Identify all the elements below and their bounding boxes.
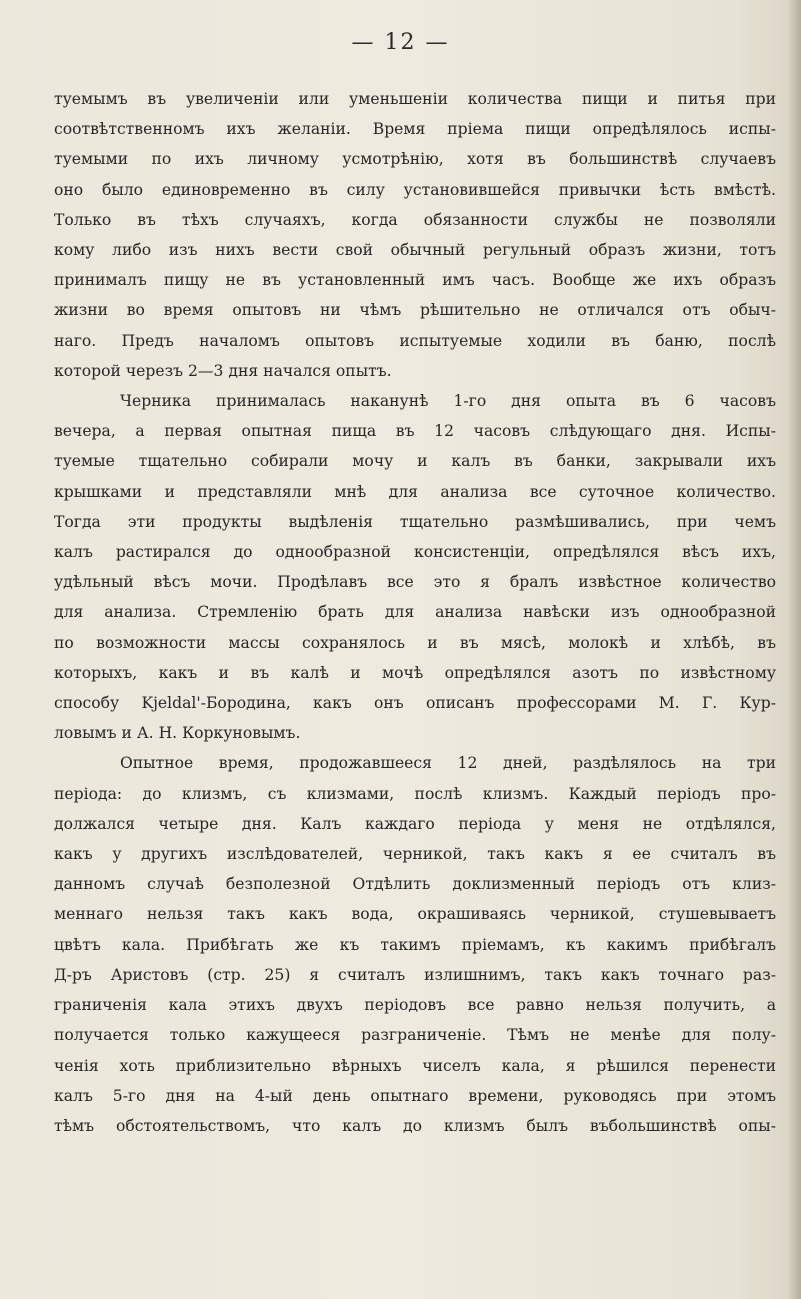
text-line: ченія хоть приблизительно вѣрныхъ чиселъ кала, я рѣшился перенести (54, 1056, 776, 1075)
text-line: соотвѣтственномъ ихъ желаніи. Время пріема пищи опредѣлялось испы- (54, 120, 776, 139)
text-line: должался четыре дня. Калъ каждаго періода у меня не отдѣлялся, (54, 814, 776, 833)
text-line: удѣльный вѣсъ мочи. Продѣлавъ все это я бралъ извѣстное количество (54, 573, 776, 592)
text-line: Опытное время, продожавшееся 12 дней, раздѣлялось на три (120, 754, 776, 773)
text-line: по возможности массы сохранялось и въ мясѣ, молокѣ и хлѣбѣ, въ (54, 633, 776, 652)
text-line: меннаго нельзя такъ какъ вода, окрашиваясь черникой, стушевываетъ (54, 905, 776, 924)
text-line: ловымъ и А. Н. Коркуновымъ. (54, 724, 301, 743)
text-line: какъ у другихъ изслѣдователей, черникой, такъ какъ я ее считалъ въ (54, 845, 776, 864)
text-line: способу Kjeldal'-Бородина, какъ онъ описанъ профессорами М. Г. Кур- (54, 694, 776, 713)
text-line: наго. Предъ началомъ опытовъ испытуемые ходили въ баню, послѣ (54, 331, 776, 350)
text-line: туемымъ въ увеличеніи или уменьшеніи количества пищи и питья при (54, 90, 776, 108)
text-line: крышками и представляли мнѣ для анализа все суточное количество. (54, 482, 776, 501)
text-line: періода: до клизмъ, съ клизмами, послѣ клизмъ. Каждый періодъ про- (54, 784, 776, 803)
text-line: Д-ръ Аристовъ (стр. 25) я считалъ излишнимъ, такъ какъ точнаго раз- (54, 965, 776, 984)
text-line: туемыми по ихъ личному усмотрѣнію, хотя въ большинствѣ случаевъ (54, 150, 776, 169)
page-body-text (54, 84, 776, 1141)
text-line: тѣмъ обстоятельствомъ, что калъ до клизмъ былъ въбольшинствѣ опы- (54, 1116, 776, 1135)
text-line: для анализа. Стремленію брать для анализа навѣски изъ однообразной (54, 603, 776, 622)
text-line: оно было единовременно въ силу установившейся привычки ѣсть вмѣстѣ. (54, 180, 776, 199)
text-line: получается только кажущееся разграниченіе. Тѣмъ не менѣе для полу- (54, 1026, 776, 1045)
text-line: Тогда эти продукты выдѣленія тщательно размѣшивались, при чемъ (54, 512, 776, 531)
text-line: данномъ случаѣ безполезной Отдѣлить доклизменный періодъ отъ клиз- (54, 875, 776, 894)
text-line: Только въ тѣхъ случаяхъ, когда обязанности службы не позволяли (54, 210, 776, 229)
text-line: которой черезъ 2—3 дня начался опытъ. (54, 361, 392, 380)
text-line: принималъ пищу не въ установленный имъ часъ. Вообще же ихъ образъ (54, 271, 776, 290)
text-line: туемые тщательно собирали мочу и калъ въ банки, закрывали ихъ (54, 452, 776, 471)
page-edge-shadow (787, 0, 801, 1299)
text-line: цвѣтъ кала. Прибѣгать же къ такимъ пріемамъ, къ какимъ прибѣгалъ (54, 935, 776, 954)
page-number: — 12 — (351, 30, 450, 55)
text-line: Черника принималась наканунѣ 1-го дня опыта въ 6 часовъ (120, 392, 776, 411)
text-line: калъ растирался до однообразной консистенціи, опредѣлялся вѣсъ ихъ, (54, 543, 776, 562)
text-line: калъ 5-го дня на 4-ый день опытнаго времени, руководясь при этомъ (54, 1086, 776, 1105)
text-line: жизни во время опытовъ ни чѣмъ рѣшительно не отличался отъ обыч- (54, 301, 776, 320)
text-line: граниченія кала этихъ двухъ періодовъ все равно нельзя получить, а (54, 996, 776, 1015)
text-line: вечера, а первая опытная пища въ 12 часовъ слѣдующаго дня. Испы- (54, 422, 776, 441)
text-line: кому либо изъ нихъ вести свой обычный регульный образъ жизни, тотъ (54, 241, 776, 260)
text-line: которыхъ, какъ и въ калѣ и мочѣ опредѣлялся азотъ по извѣстному (54, 663, 776, 682)
